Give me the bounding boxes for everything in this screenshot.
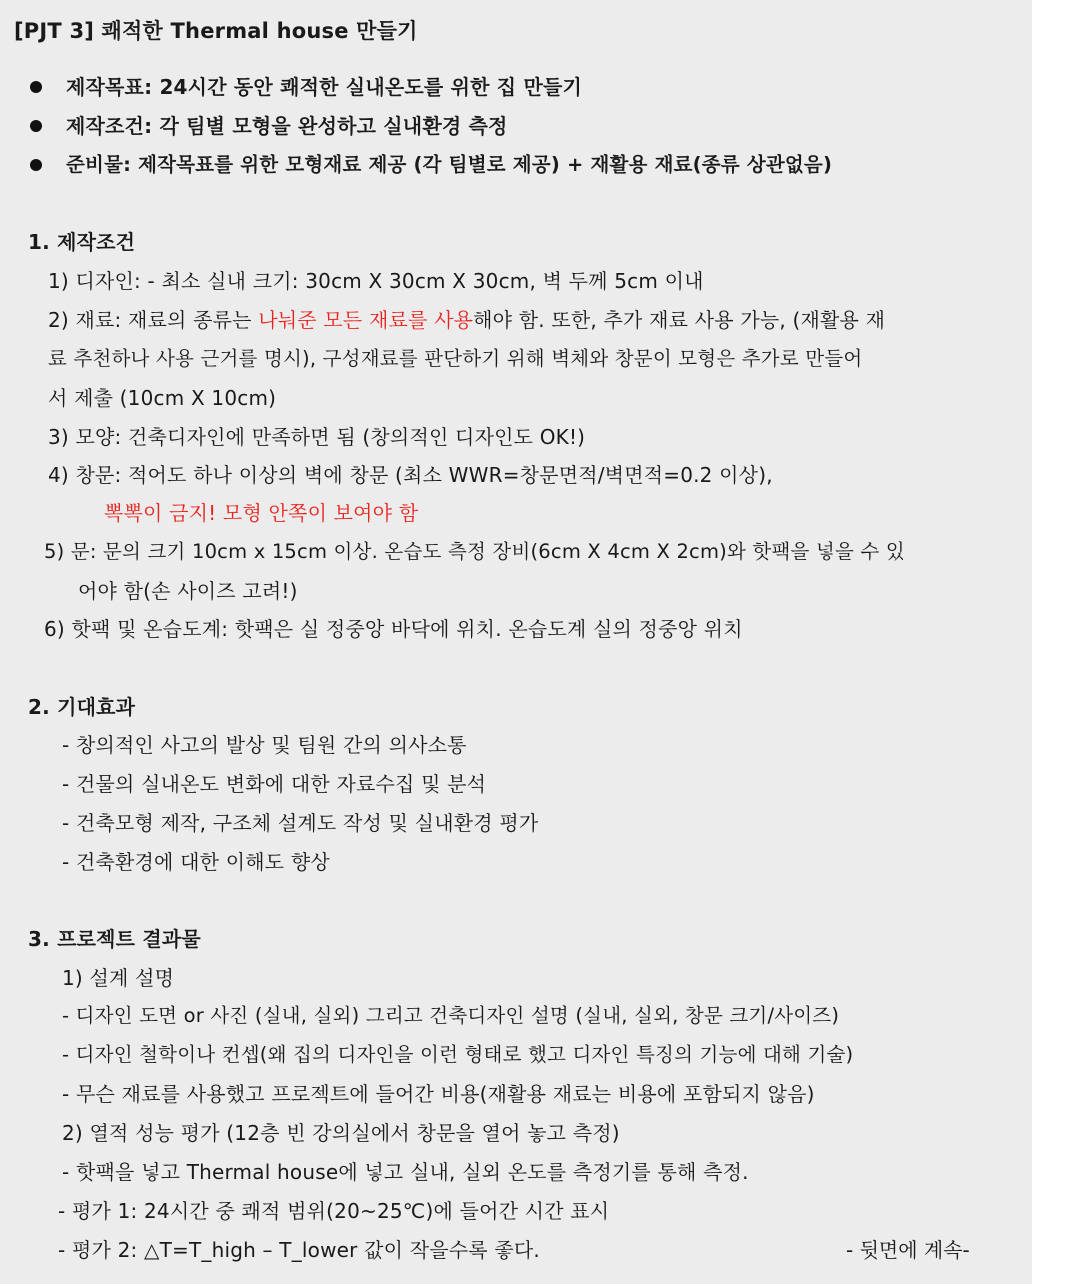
effect-item: - 건축환경에 대한 이해도 향상 — [62, 850, 330, 874]
deliverable-item: - 디자인 철학이나 컨셉(왜 집의 디자인을 이런 형태로 했고 디자인 특징의 기능에 대해 기술) — [62, 1043, 854, 1066]
condition-materials-line2: 료 추천하나 사용 근거를 명시), 구성재료를 판단하기 위해 벽체와 창문이 모형은 추가로 만들어 — [48, 347, 863, 370]
condition-window-warning: 뽁뽁이 금지! 모형 안쪽이 보여야 함 — [104, 501, 419, 525]
condition-design: 1) 디자인: - 최소 실내 크기: 30cm X 30cm X 30cm, 벽 두께 5cm 이내 — [48, 269, 704, 293]
effect-item: - 창의적인 사고의 발상 및 팀원 간의 의사소통 — [62, 733, 467, 757]
condition-materials — [48, 306, 885, 334]
effect-item: - 건물의 실내온도 변화에 대한 자료수집 및 분석 — [62, 772, 487, 796]
continued-note: - 뒷면에 계속- — [846, 1238, 970, 1262]
document-title: [PJT 3] 쾌적한 Thermal house 만들기 — [14, 19, 418, 43]
condition-materials-text-cont: 해야 함. 또한, 추가 재료 사용 가능, (재활용 재 — [473, 308, 886, 332]
condition-window: 4) 창문: 적어도 하나 이상의 벽에 창문 (최소 WWR=창문면적/벽면적=0.2 이상), — [48, 463, 773, 487]
bullet-goal: 제작목표: 24시간 동안 쾌적한 실내온도를 위한 집 만들기 — [66, 75, 583, 99]
bullet-conditions: 제작조건: 각 팀별 모형을 완성하고 실내환경 측정 — [66, 114, 508, 138]
section-heading-conditions: 1. 제작조건 — [28, 230, 136, 254]
section-heading-effects: 2. 기대효과 — [28, 695, 136, 719]
deliverable-item: - 디자인 도면 or 사진 (실내, 실외) 그리고 건축디자인 설명 (실내, 실외, 창문 크기/사이즈) — [62, 1004, 840, 1027]
deliverable-item: - 평가 1: 24시간 중 쾌적 범위(20~25℃)에 들어간 시간 표시 — [58, 1199, 610, 1223]
bullet-materials: 준비물: 제작목표를 위한 모형재료 제공 (각 팀별로 제공) + 재활용 재료(종류 상관없음) — [66, 153, 833, 176]
condition-materials-highlight: 나눠준 모든 재료를 사용 — [258, 308, 474, 332]
condition-hotpack: 6) 핫팩 및 온습도계: 핫팩은 실 정중앙 바닥에 위치. 온습도계 실의 정중앙 위치 — [44, 617, 743, 641]
deliverable-sub-thermal: 2) 열적 성능 평가 (12층 빈 강의실에서 창문을 열어 놓고 측정) — [62, 1121, 620, 1145]
bullet-dot-icon — [30, 120, 42, 132]
effect-item: - 건축모형 제작, 구조체 설계도 작성 및 실내환경 평가 — [62, 811, 539, 835]
condition-door-line2: 어야 함(손 사이즈 고려!) — [78, 579, 298, 603]
condition-materials-line3: 서 제출 (10cm X 10cm) — [48, 386, 277, 410]
condition-door: 5) 문: 문의 크기 10cm x 15cm 이상. 온습도 측정 장비(6cm X 4cm X 2cm)와 핫팩을 넣을 수 있 — [44, 540, 905, 563]
deliverable-item: - 핫팩을 넣고 Thermal house에 넣고 실내, 실외 온도를 측정기를 통해 측정. — [62, 1160, 749, 1184]
condition-materials-text: 2) 재료: 재료의 종류는 — [48, 308, 259, 332]
deliverable-sub-design: 1) 설계 설명 — [62, 966, 175, 990]
deliverable-item: - 무슨 재료를 사용했고 프로젝트에 들어간 비용(재활용 재료는 비용에 포함되지 않음) — [62, 1082, 815, 1106]
bullet-dot-icon — [30, 81, 42, 93]
condition-shape: 3) 모양: 건축디자인에 만족하면 됨 (창의적인 디자인도 OK!) — [48, 425, 586, 449]
bullet-dot-icon — [30, 159, 42, 171]
section-heading-deliverables: 3. 프로젝트 결과물 — [28, 927, 201, 951]
deliverable-item: - 평가 2: △T=T_high – T_lower 값이 작을수록 좋다. — [58, 1238, 540, 1262]
